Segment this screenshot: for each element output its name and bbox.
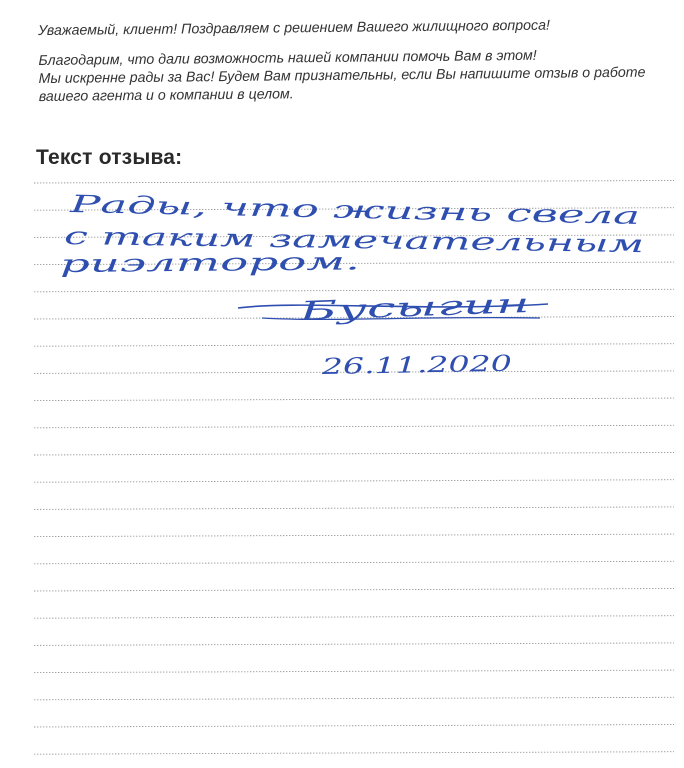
handwritten-line-3: риэлтором.	[59, 248, 215, 278]
handwritten-date: 26.11.2020	[321, 352, 449, 380]
handwritten-line-2: с таким замечательным	[63, 222, 392, 255]
signature	[238, 289, 548, 327]
thanks-line-1: Благодарим, что дали возможность нашей компании помочь Вам в этом!	[38, 47, 537, 69]
signature-text: Бусыгин	[299, 292, 418, 327]
review-heading: Текст отзыва:	[36, 146, 183, 169]
handwritten-line-1: Рады, что жизнь свела	[69, 190, 375, 225]
greeting-line: Уважаемый, клиент! Поздравляем с решением Вашего жилищного вопроса!	[38, 17, 550, 39]
thanks-line-3: вашего агента и о компании в целом.	[38, 86, 294, 105]
thanks-line-2: Мы искренне рады за Вас! Будем Вам признательны, если Вы напишите отзыв о работе	[38, 64, 646, 87]
